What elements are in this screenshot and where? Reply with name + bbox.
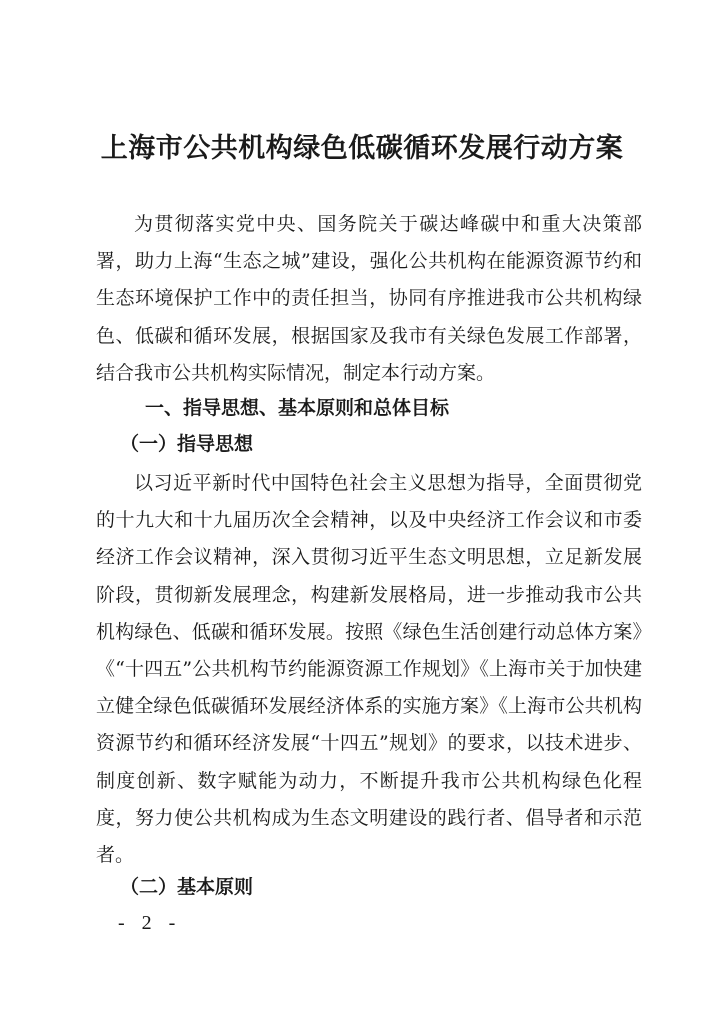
subsection-heading-guiding-ideology: （一）指导思想 bbox=[120, 433, 254, 455]
guiding-ideology-paragraph: 以习近平新时代中国特色社会主义思想为指导，全面贯彻党的十九大和十九届历次全会精神，以及中央经济工作会议和市委经济工作会议精神，深入贯彻习近平生态文明思想，立足新发展阶段，贯彻新发展理念，构建新发展格局，进一步推动我市公共机构绿色、低碳和循环发展。按照《绿色生活创建行动总体方案》《“十四五”公共机构节约能源资源工作规划》《上海市关于加快建立健全绿色低碳循环发展经济体系的实施方案》《上海市公共机构资源节约和循环经济发展“十四五”规划》的要求，以技术进步、制度创新、数字赋能为动力，不断提升我市公共机构绿色化程度，努力使公共机构成为生态文明建设的践行者、倡导者和示范者。 bbox=[96, 472, 642, 867]
intro-paragraph: 为贯彻落实党中央、国务院关于碳达峰碳中和重大决策部署，助力上海“生态之城”建设，强化公共机构在能源资源节约和生态环境保护工作中的责任担当，协同有序推进我市公共机构绿色、低碳和循环发展，根据国家及我市有关绿色发展工作部署，结合我市公共机构实际情况，制定本行动方案。 bbox=[96, 213, 642, 384]
document-title: 上海市公共机构绿色低碳循环发展行动方案 bbox=[100, 133, 624, 164]
subsection-heading-basic-principles: （二）基本原则 bbox=[120, 876, 254, 898]
section-heading-guiding-principles: 一、指导思想、基本原则和总体目标 bbox=[145, 397, 450, 419]
page-number: - 2 - bbox=[118, 912, 182, 934]
